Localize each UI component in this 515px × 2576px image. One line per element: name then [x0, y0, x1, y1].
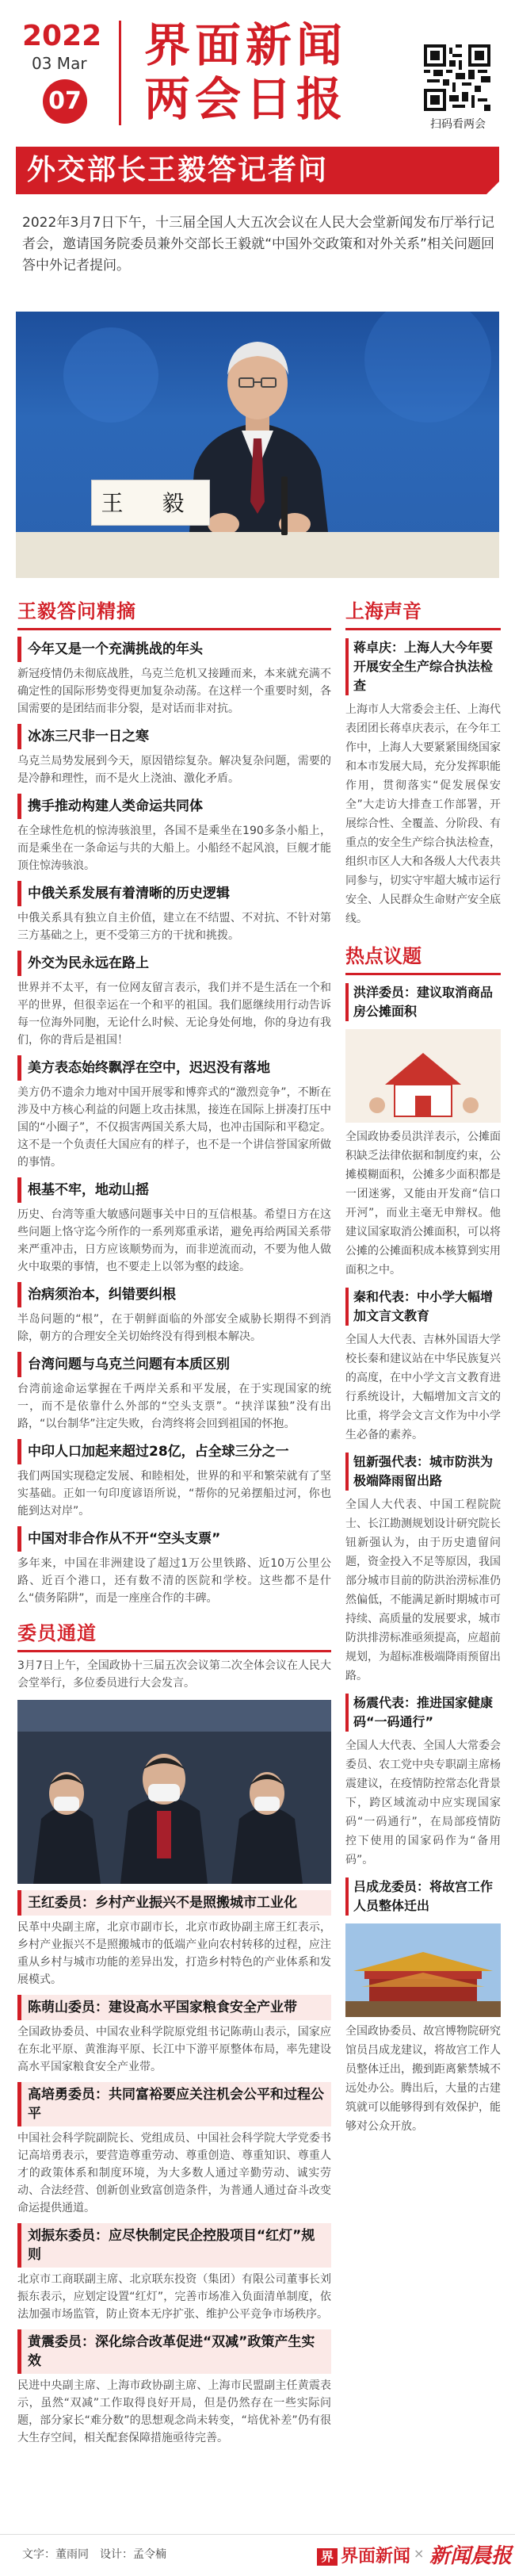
right-item-body: 全国政协委员洪洋表示，公摊面积缺乏法律依据和制度约束，公摊模糊面积，公摊多少面积都是一团迷雾，又能由开发商“信口开河”，而业主毫无申辩权。他建议国家取消公摊面积，可以将公摊的公摊面积成本核算到实用面积之中。 — [345, 1131, 501, 1277]
highlight-item — [17, 794, 331, 875]
member-title: 高培勇委员：共同富裕要应关注机会公平和过程公平 — [17, 2082, 331, 2126]
right-item-body: 全国人大代表、吉林外国语大学校长秦和建议站在中华民族复兴的高度，在中小学文言文教育进行系统设计，大幅增加文言文的比重，将学会文言文作为中小学生必备的素养。 — [345, 1334, 501, 1441]
item-title: 中国对非合作从不开“空头支票” — [17, 1526, 331, 1552]
member-title: 黄震委员：深化综合改革促进“双减”政策产生实效 — [17, 2329, 331, 2374]
brand-separator: × — [414, 2546, 425, 2561]
masthead-line2: 两会日报 — [144, 72, 348, 126]
highlight-item — [17, 951, 331, 1049]
right-item-title: 钮新强代表：城市防洪为极端降雨留出路 — [345, 1453, 501, 1491]
highlight-item — [17, 1282, 331, 1345]
right-column — [345, 595, 501, 2136]
member-body: 中国社会科学院副院长、党组成员、中国社会科学院大学党委书记高培勇表示，要营造尊重劳动、尊重创造、尊重知识、尊重人才的政策体系和制度环境，为大多数人通过辛勤劳动、诚实劳动、合法经营、创新创业致富创造条件，为普通人通过奋斗改变命运提供通道。 — [17, 2132, 331, 2214]
house-illustration — [345, 1029, 501, 1123]
right-item-title: 杨震代表：推进国家健康码“一码通行” — [345, 1694, 501, 1732]
issue-badge: 07 — [43, 79, 87, 124]
highlight-item — [17, 1177, 331, 1276]
item-body: 中俄关系具有独立自主价值，建立在不结盟、不对抗、不针对第三方基础之上，更不受第三方的干扰和挑拨。 — [17, 912, 331, 942]
right-item — [345, 1288, 501, 1445]
member-title: 陈萌山委员：建设高水平国家粮食安全产业带 — [17, 1995, 331, 2020]
member-title: 刘振东委员：应尽快制定民企控股项目“红灯”规则 — [17, 2223, 331, 2268]
highlight-item — [17, 1439, 331, 1520]
right-item — [345, 1694, 501, 1870]
highlight-item — [17, 637, 331, 718]
member-title: 王红委员：乡村产业振兴不是照搬城市工业化 — [17, 1890, 331, 1916]
section-rule — [17, 1650, 331, 1652]
item-title: 治病须治本，纠错要纠根 — [17, 1282, 331, 1307]
brand-logo[interactable] — [317, 2543, 410, 2567]
right-item — [345, 983, 501, 1280]
item-body: 我们两国实现稳定发展、和睦相处，世界的和平和繁荣就有了坚实基础。正如一句印度谚语所说，“帮你的兄弟摆船过河，你也能到达对岸”。 — [17, 1470, 331, 1518]
microphone-icon — [281, 477, 288, 535]
intro-paragraph: 2022年3月7日下午，十三届全国人大五次会议在人民大会堂新闻发布厅举行记者会，邀请国务院委员兼外交部长王毅就“中国外交政策和对外关系”相关问题回答中外记者提问。 — [22, 215, 494, 274]
section-title-shanghai: 上海声音 — [345, 600, 422, 622]
section-rule — [345, 973, 501, 975]
member-body: 民革中央副主席，北京市副市长，北京市政协副主席王红表示，乡村产业振兴不是照搬城市的低端产业向农村转移的过程，应注重从乡村与城市功能的差异出发，打造乡村特色的产业体系和发展模式。 — [17, 1921, 331, 1986]
year: 2022 — [22, 20, 102, 52]
hot-topics-list — [345, 983, 501, 2136]
hero-photo — [16, 312, 499, 578]
item-body: 美方仍不遗余力地对中国开展零和博弈式的“激烈竞争”，不断在涉及中方核心利益的问题上攻击抹黑，接连在国际上拼凑打压中国的“小圈子”，不仅损害两国关系大局，也冲击国际和平稳定。这不是一个负责任大国应有的样子，也不是一个讲信誉国家所做的事情。 — [17, 1086, 331, 1169]
item-body: 乌克兰局势发展到今天，原因错综复杂。解决复杂问题，需要的是冷静和理性，而不是火上浇油、激化矛盾。 — [17, 755, 331, 785]
right-item-title: 洪洋委员：建议取消商品房公摊面积 — [345, 983, 501, 1021]
headline: 外交部长王毅答记者问 — [27, 154, 329, 186]
item-body: 历史、台湾等重大敏感问题事关中日的互信根基。希望日方在这些问题上恪守迄今所作的一系列郑重承诺，避免再给两国关系带来严重冲击，日方应该顺势而为，而非逆流而动，不要为他人做火中取栗的事情，也不要走上以邻为壑的歧途。 — [17, 1208, 331, 1273]
member-item — [17, 2223, 331, 2323]
right-item-body: 上海市人大常委会主任、上海代表团团长蒋卓庆表示，在今年工作中，上海人大要紧紧围绕国家和本市发展大局，充分发挥职能作用，贯彻落实“促发展保安全”大走访大排查工作部署，开展综合性、全覆盖、分阶段、有重点的安全生产综合执法检查，组织市区人大和各级人大代表共同参与，切实守牢超大城市运行安全、人民群众生命财产安全底线。 — [345, 703, 501, 925]
item-title: 中印人口加起来超过28亿，占全球三分之一 — [17, 1439, 331, 1464]
qr-label: 扫码看两会 — [430, 118, 486, 131]
item-title: 根基不牢，地动山摇 — [17, 1177, 331, 1203]
item-body: 新冠疫情仍未彻底战胜，乌克兰危机又接踵而来，本来就充满不确定性的国际形势变得更加复杂动荡。在这样一个重要时刻，各国需要的是团结而非分裂，是对话而非对抗。 — [17, 668, 331, 715]
item-body: 半岛问题的“根”，在于朝鲜面临的外部安全威胁长期得不到消除，朝方的合理安全关切始终没有得到根本解决。 — [17, 1313, 331, 1343]
right-item-body: 全国政协委员、故宫博物院研究馆员吕成龙建议，将故宫工作人员整体迁出，搬到距离紫禁城不远处办公。腾出后，大量的古建筑就可以能够得到有效保护，能够对公众开放。 — [345, 2025, 501, 2133]
highlight-item — [17, 1526, 331, 1607]
right-item-body: 全国人大代表、中国工程院院士、长江勘测规划设计研究院长钮新强认为，由于历史遗留问题，资金投入不足等原因，我国部分城市目前的防洪治涝标准仍然偏低，不能满足新时期城市可持续、高质量的发展要求，城市防洪排涝标准亟须提高，应超前规划，为超标准极端降雨预留出路。 — [345, 1499, 501, 1682]
right-item — [345, 1453, 501, 1686]
item-title: 外交为民永远在路上 — [17, 951, 331, 976]
qr-code-icon[interactable] — [424, 44, 490, 111]
masked-members-illustration — [17, 1700, 331, 1884]
corner-decoration — [486, 182, 499, 194]
member-body: 民进中央副主席、上海市政协副主席、上海市民盟副主任黄震表示，虽然“双减”工作取得良好开局，但是仍然存在一些实际问题，部分家长“难分数”的思想观念尚未转变，“培优补差”仍有很大生存空间，相关配套保障措施亟待完善。 — [17, 2379, 331, 2444]
masthead-line1: 界面新闻 — [144, 18, 348, 72]
item-body: 多年来，中国在非洲建设了超过1万公里铁路、近10万公里公路、近百个港口，还有数不清的医院和学校。这些都不是什么“债务陷阱”，而是一座座合作的丰碑。 — [17, 1557, 331, 1605]
item-title: 美方表态始终飘浮在空中，迟迟没有落地 — [17, 1055, 331, 1081]
item-title: 今年又是一个充满挑战的年头 — [17, 637, 331, 662]
item-title: 携手推动构建人类命运共同体 — [17, 794, 331, 819]
member-item — [17, 2082, 331, 2217]
item-body: 世界并不太平，有一位网友留言表示，我们并不是生活在一个和平的世界，但很幸运在一个和平的祖国。我们愿继续用行动告诉每一位海外同胞，无论什么时候、无论身处何地，你的身边有我们，你的背后是祖国！ — [17, 982, 331, 1047]
date: 03 Mar — [32, 54, 87, 73]
item-body: 台湾前途命运掌握在千两岸关系和平发展，在于实现国家的统一，而不是依靠什么外部的“空头支票”。“挟洋谋独”没有出路，“以台制华”注定失败，台湾终将会回到祖国的怀抱。 — [17, 1383, 331, 1430]
credits: 文字：董雨同 设计：孟令楠 — [22, 2548, 166, 2561]
highlight-item — [17, 724, 331, 787]
palace-illustration — [345, 1923, 501, 2017]
desk — [16, 532, 499, 578]
left-column — [17, 595, 331, 2447]
item-title: 冰冻三尺非一日之寒 — [17, 724, 331, 749]
nameplate: 王 毅 — [91, 480, 210, 526]
right-item-title: 吕成龙委员：将故宫工作人员整体迁出 — [345, 1877, 501, 1916]
brand-name: 界面新闻 — [341, 2547, 411, 2566]
item-title: 中俄关系发展有着清晰的历史逻辑 — [17, 881, 331, 906]
date-block — [22, 21, 117, 124]
section-title-hot: 热点议题 — [345, 945, 422, 967]
item-body: 在全球性危机的惊涛骇浪里，各国不是乘坐在190多条小船上，而是乘坐在一条命运与共的大船上。小船经不起风浪，巨舰才能顶住惊涛骇浪。 — [17, 825, 331, 872]
member-item — [17, 1995, 331, 2076]
right-item-body: 全国人大代表、全国人大常委会委员、农工党中央专职副主席杨震建议，在疫情防控常态化背景下，跨区域流动中应实现国家码“一码通行”，在局部疫情防控下使用的国家码作为“备用码”。 — [345, 1740, 501, 1866]
section-rule — [17, 628, 331, 630]
shanghai-list — [345, 638, 501, 928]
right-item — [345, 638, 501, 928]
member-item — [17, 1890, 331, 1988]
section-title-members: 委员通道 — [17, 1622, 97, 1644]
footer — [0, 2535, 515, 2576]
partner-logo[interactable]: 新闻晨报 — [429, 2544, 513, 2568]
members-photo — [17, 1700, 331, 1884]
section-rule — [345, 628, 501, 630]
header-divider — [119, 21, 121, 125]
right-item — [345, 1877, 501, 2136]
item-title: 台湾问题与乌克兰问题有本质区别 — [17, 1352, 331, 1377]
highlight-item — [17, 881, 331, 944]
member-body: 全国政协委员、中国农业科学院原党组书记陈萌山表示，国家应在东北平原、黄淮海平原、长江中下游平原整体布局，率先建设高水平国家粮食安全产业带。 — [17, 2026, 331, 2073]
headline-bar — [16, 147, 499, 194]
brand-icon: 界 — [317, 2548, 338, 2566]
right-item-title: 蒋卓庆：上海人大今年要开展安全生产综合执法检查 — [345, 638, 501, 695]
member-body: 北京市工商联副主席、北京联东投资（集团）有限公司董事长刘振东表示，应划定设置“红灯”，完善市场准入负面清单制度，依法加强市场监管，防止资本无序扩张、维护公平竞争市场秩序。 — [17, 2273, 331, 2321]
members-intro: 3月7日上午，全国政协十三届五次会议第二次全体会议在人民大会堂举行，多位委员进行大会发言。 — [17, 1659, 331, 1690]
member-item — [17, 2329, 331, 2447]
right-item-title: 秦和代表：中小学大幅增加文言文教育 — [345, 1288, 501, 1326]
members-list — [17, 1890, 331, 2447]
section-title-highlights: 王毅答问精摘 — [17, 600, 136, 622]
highlight-item — [17, 1352, 331, 1433]
highlight-item — [17, 1055, 331, 1171]
highlights-list — [17, 637, 331, 1607]
header — [0, 0, 515, 140]
